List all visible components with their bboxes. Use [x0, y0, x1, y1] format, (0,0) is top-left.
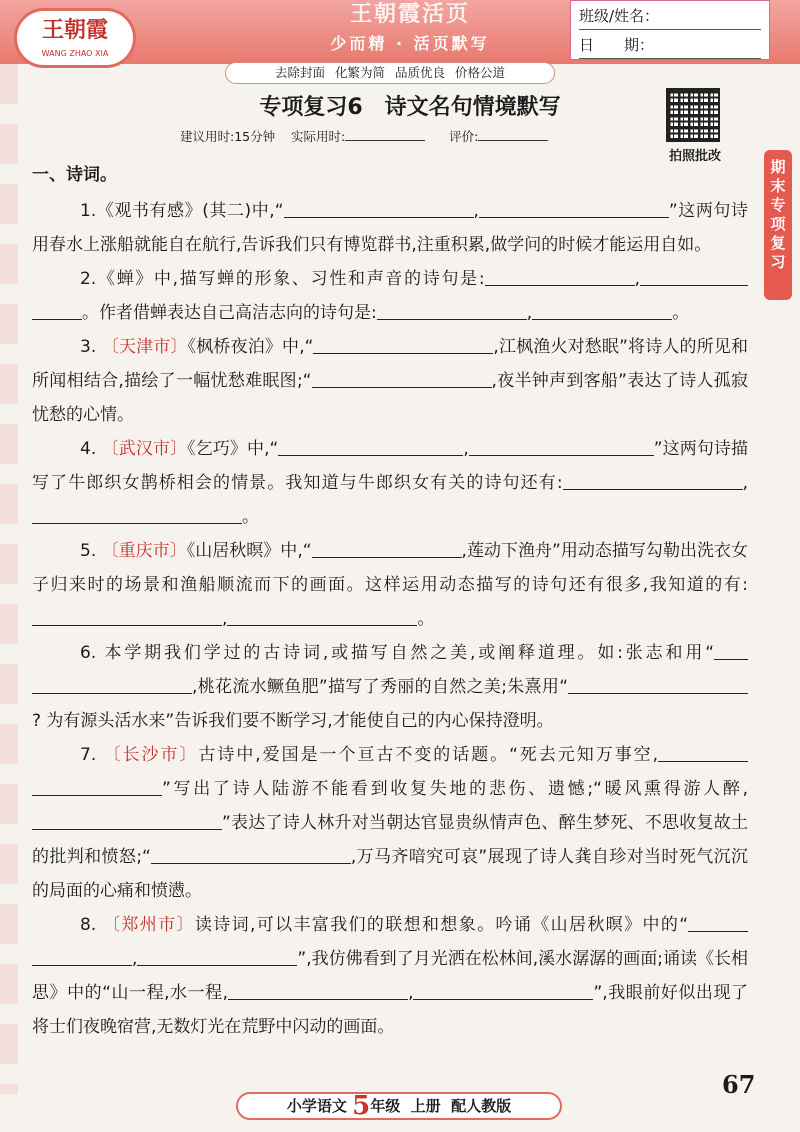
q4-text-d: , [742, 473, 748, 493]
q8-blank-3[interactable] [228, 979, 408, 1000]
meta-line [180, 126, 640, 145]
footer-grade: 5 [352, 1091, 371, 1121]
q7-blank-1b[interactable] [32, 775, 162, 796]
actual-time-blank[interactable] [345, 126, 425, 141]
q7-blank-2[interactable] [32, 809, 222, 830]
q7-blank-1a[interactable] [658, 741, 748, 762]
name-field[interactable]: 班级/姓名： [579, 3, 761, 30]
suggested-time: 建议用时:15分钟 [180, 129, 276, 144]
score-blank[interactable] [478, 126, 548, 141]
q2-blank-2b[interactable] [32, 299, 82, 320]
q7-text-c: ”表达了诗人林升对当朝达官显贵纵情声色、醉生梦死、不思收复故土的批判和愤怒;“ [32, 813, 748, 867]
q3-text-b: ,江枫渔火对愁眠”将诗人的所见和所闻相结合,描绘了一幅忧愁难眠图;“ [32, 337, 749, 391]
q7-text-a: 古诗中,爱国是一个亘古不变的话题。“死去元知万事空, [198, 745, 659, 765]
q4-blank-4[interactable] [32, 503, 242, 524]
brand-subtitle: 少而精 · 活页默写 [330, 34, 490, 53]
q8-blank-1b[interactable] [32, 945, 132, 966]
q3-city: 〔天津市〕 [101, 337, 188, 357]
q1-blank-1[interactable] [284, 197, 474, 218]
side-tab: 期末专项复习 [764, 150, 792, 300]
q5-city: 〔重庆市〕 [101, 541, 187, 561]
q4-blank-2[interactable] [469, 435, 654, 456]
q4-blank-3b[interactable] [643, 469, 743, 490]
brand-banner [255, 0, 565, 62]
q2-text-c: 。作者借蝉表达自己高洁志向的诗句是: [82, 303, 377, 323]
page-title: 专项复习6 诗文名句情境默写 [259, 95, 561, 120]
q7-city: 〔长沙市〕 [103, 745, 199, 765]
question-1 [32, 194, 748, 262]
q2-blank-2[interactable] [640, 265, 748, 286]
q6-text-b: ,桃花流水鳜鱼肥”描写了秀丽的自然之美;朱熹用“ [192, 677, 568, 697]
q2-text-e: 。 [672, 303, 690, 323]
footer-grade-label: 年级 [370, 1097, 401, 1115]
q1-text-a: 1.《观书有感》(其二)中,“ [80, 201, 284, 221]
q6-text-a: 6. 本学期我们学过的古诗词,或描写自然之美,或阐释道理。如:张志和用“ [80, 643, 714, 663]
q2-text-a: 2.《蝉》中,描写蝉的形象、习性和声音的诗句是: [80, 269, 485, 289]
q6-blank-2a[interactable] [568, 673, 668, 694]
q4-blank-3[interactable] [563, 469, 643, 490]
q8-blank-4[interactable] [413, 979, 593, 1000]
q6-blank-2b[interactable] [668, 673, 748, 694]
question-2 [32, 262, 748, 330]
score-label: 评价: [449, 129, 479, 144]
q8-text-d: , [408, 983, 414, 1003]
question-5: 5. 〔重庆市〕《山居秋暝》中,“ ,莲动下渔舟”用动态描写勾勒出洗衣女子归来时的场景和渔船顺流而下的画面。这样运用动态描写的诗句还有很多,我知道的有:, 。 [32, 534, 748, 636]
actual-time-label: 实际用时: [291, 129, 346, 144]
logo-text: 王朝霞 [41, 17, 108, 43]
q5-blank-2[interactable] [32, 605, 222, 626]
q8-text-c: ”,我仿佛看到了月光洒在松林间,溪水潺潺的画面;诵读《长相思》中的“山一程,水一程, [32, 949, 748, 1003]
question-7: 7. 〔长沙市〕古诗中,爱国是一个亘古不变的话题。“死去元知万事空,”写出了诗人陆游不能看到收复失地的悲伤、遗憾;“暖风熏得游人醉,”表达了诗人林升对当朝达官显贵纵情声色、醉生梦死、不思收复故土的批判和愤怒;“ ,万马齐喑究可哀”展现了诗人龚自珍对当时死气沉沉的局面的心痛和愤懑。 [32, 738, 748, 908]
q7-text-b: ”写出了诗人陆游不能看到收复失地的悲伤、遗憾;“暖风熏得游人醉, [162, 779, 748, 799]
q4-blank-1[interactable] [278, 435, 463, 456]
q7-text-d: ,万马齐喑究可哀”展现了诗人龚自珍对当时死气沉沉的局面的心痛和愤懑。 [32, 847, 748, 901]
footer-term: 上册 [410, 1097, 441, 1115]
q7-blank-3[interactable] [151, 843, 351, 864]
q2-blank-4[interactable] [532, 299, 672, 320]
q6-blank-1a[interactable] [714, 639, 748, 660]
q4-text-e: 。 [242, 507, 259, 527]
name-date-box [570, 0, 770, 60]
section-heading: 一、诗词。 [32, 165, 117, 185]
q4-city: 〔武汉市〕 [101, 439, 188, 459]
brand-logo [14, 8, 136, 68]
q1-blank-2[interactable] [479, 197, 669, 218]
left-decor-strip [0, 64, 18, 1094]
q6-blank-1b[interactable] [32, 673, 192, 694]
q1-text-b: , [473, 201, 479, 221]
q3-text-c: ,夜半钟声到客船”表达了诗人孤寂忧愁的心情。 [32, 371, 748, 425]
q8-text-a: 读诗词,可以丰富我们的联想和想象。吟诵《山居秋暝》中的“ [194, 915, 688, 935]
q8-text-e: ”,我眼前好似出现了将士们夜晚宿营,无数灯光在荒野中闪动的画面。 [32, 983, 748, 1037]
question-4: 4. 〔武汉市〕《乞巧》中,“ , ”这两句诗描写了牛郎织女鹊桥相会的情景。我知道与牛郎织女有关的诗句还有: ,。 [32, 432, 748, 534]
q2-text-d: , [526, 303, 533, 323]
q8-blank-1a[interactable] [688, 911, 748, 932]
logo-subtext: WANG ZHAO XIA [41, 49, 109, 58]
q5-blank-1[interactable] [312, 537, 462, 558]
q6-text-c: ? 为有源头活水来”告诉我们要不断学习,才能使自己的内心保持澄明。 [32, 711, 554, 731]
date-field[interactable]: 日 期： [579, 32, 761, 59]
q4-text-c: ”这两句诗描写了牛郎织女鹊桥相会的情景。我知道与牛郎织女有关的诗句还有: [32, 439, 749, 493]
brand-title: 王朝霞活页 [349, 2, 470, 27]
q8-city: 〔郑州市〕 [103, 915, 195, 935]
question-6 [32, 636, 748, 738]
q3-blank-1[interactable] [313, 333, 493, 354]
q4-text-a: 《乞巧》中,“ [187, 439, 279, 459]
q5-text-c: , [222, 609, 228, 629]
q8-blank-2[interactable] [137, 945, 297, 966]
question-3: 3. 〔天津市〕《枫桥夜泊》中,“ ,江枫渔火对愁眠”将诗人的所见和所闻相结合,描绘了一幅忧愁难眠图;“ ,夜半钟声到客船”表达了诗人孤寂忧愁的心情。 [32, 330, 748, 432]
footer-subject: 小学语文 [286, 1097, 347, 1115]
qr-code-icon[interactable] [666, 88, 720, 142]
slogan: 去除封面 化繁为简 品质优良 价格公道 [225, 62, 555, 84]
q8-text-b: , [132, 949, 138, 969]
question-8: 8. 〔郑州市〕读诗词,可以丰富我们的联想和想象。吟诵《山居秋暝》中的“, ”,我仿佛看到了月光洒在松林间,溪水潺潺的画面;诵读《长相思》中的“山一程,水一程, , ”,我眼前好似出现了将士们夜晚宿营,无数灯光在荒野中闪动的画面。 [32, 908, 748, 1044]
q5-blank-3[interactable] [227, 605, 417, 626]
footer-badge [236, 1092, 562, 1120]
exercise-content [32, 158, 748, 1044]
q2-blank-3[interactable] [377, 299, 527, 320]
q5-text-d: 。 [417, 609, 435, 629]
q5-text-a: 《山居秋暝》中,“ [186, 541, 312, 561]
footer-edition: 配人教版 [451, 1097, 512, 1115]
q4-text-b: , [463, 439, 469, 459]
q3-text-a: 《枫桥夜泊》中,“ [187, 337, 314, 357]
qr-label: 拍照批改 [668, 149, 721, 164]
q5-text-b: ,莲动下渔舟”用动态描写勾勒出洗衣女子归来时的场景和渔船顺流而下的画面。这样运用动态描写的诗句还有很多,我知道的有: [32, 541, 749, 595]
q1-text-c: ”这两句诗用春水上涨船就能自在航行,告诉我们只有博览群书,注重积累,做学问的时候才能运用自如。 [32, 201, 748, 255]
page-number: 67 [722, 1070, 756, 1099]
q2-blank-1[interactable] [485, 265, 635, 286]
q2-text-b: , [634, 269, 640, 289]
q3-blank-2[interactable] [312, 367, 492, 388]
